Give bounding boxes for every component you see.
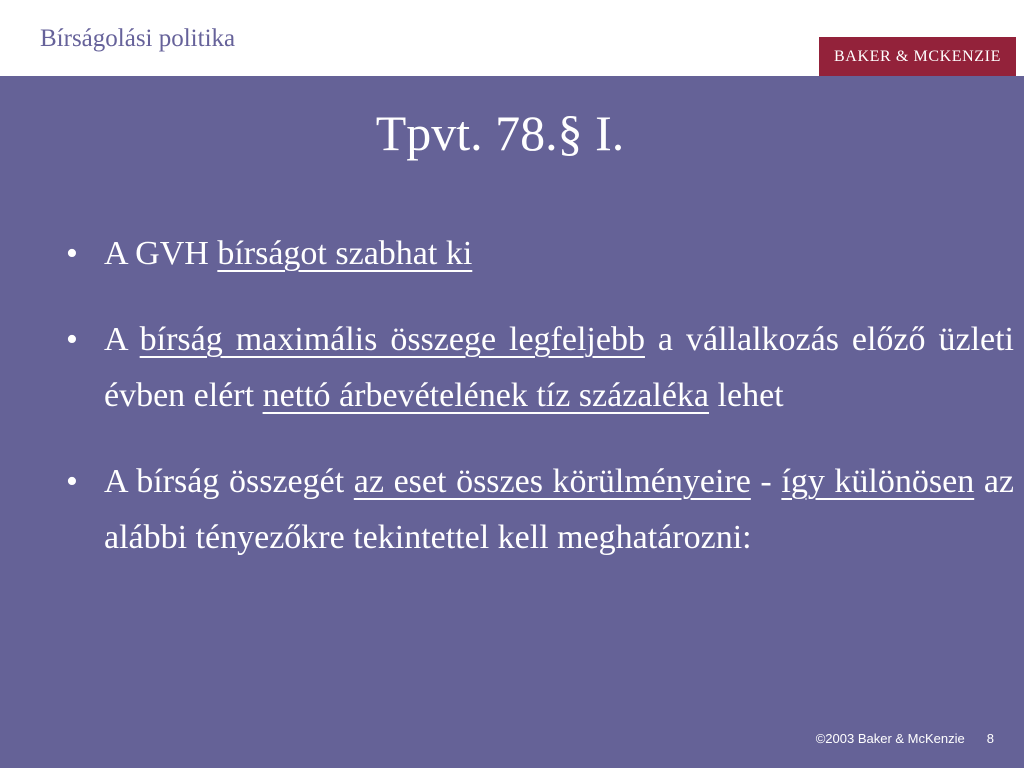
slide-header bbox=[0, 0, 1024, 76]
underlined-phrase: bírságot szabhat ki bbox=[217, 235, 473, 272]
underlined-phrase: az eset összes körülményeire bbox=[353, 463, 751, 500]
copyright-text: ©2003 Baker & McKenzie bbox=[815, 731, 965, 746]
bullet-item bbox=[66, 454, 1014, 566]
company-logo bbox=[819, 37, 1016, 76]
underlined-phrase: nettó árbevételének tíz százaléka bbox=[262, 377, 710, 414]
bullet-marker: • bbox=[66, 321, 78, 358]
slide-title: Tpvt. 78.§ I. bbox=[375, 105, 625, 161]
underlined-phrase: bírság maximális összege legfeljebb bbox=[139, 321, 645, 358]
bullet-text: A GVH bbox=[104, 235, 218, 272]
bullet-marker: • bbox=[66, 235, 78, 272]
bullet-text: - bbox=[750, 463, 782, 500]
page-number: 8 bbox=[986, 731, 994, 746]
underlined-phrase: így különösen bbox=[781, 463, 975, 500]
bullet-text: az alábbi tényezőkre tekintettel kell meghatározni: bbox=[104, 463, 1014, 556]
bullet-text: a vállalkozás előző üzleti évben elért bbox=[104, 321, 1015, 414]
bullet-list bbox=[66, 226, 1014, 566]
section-title: Bírságolási politika bbox=[40, 25, 236, 52]
logo-text: BAKER & MCKENZIE bbox=[834, 47, 1001, 65]
bullet-text: lehet bbox=[709, 377, 784, 414]
bullet-item bbox=[66, 312, 1014, 424]
slide-body bbox=[0, 76, 1024, 768]
bullet-item bbox=[66, 226, 1014, 282]
slide-footer bbox=[816, 731, 994, 746]
bullet-marker: • bbox=[66, 463, 78, 500]
bullet-text: A bírság összegét bbox=[104, 463, 354, 500]
bullet-text: A bbox=[104, 321, 140, 358]
